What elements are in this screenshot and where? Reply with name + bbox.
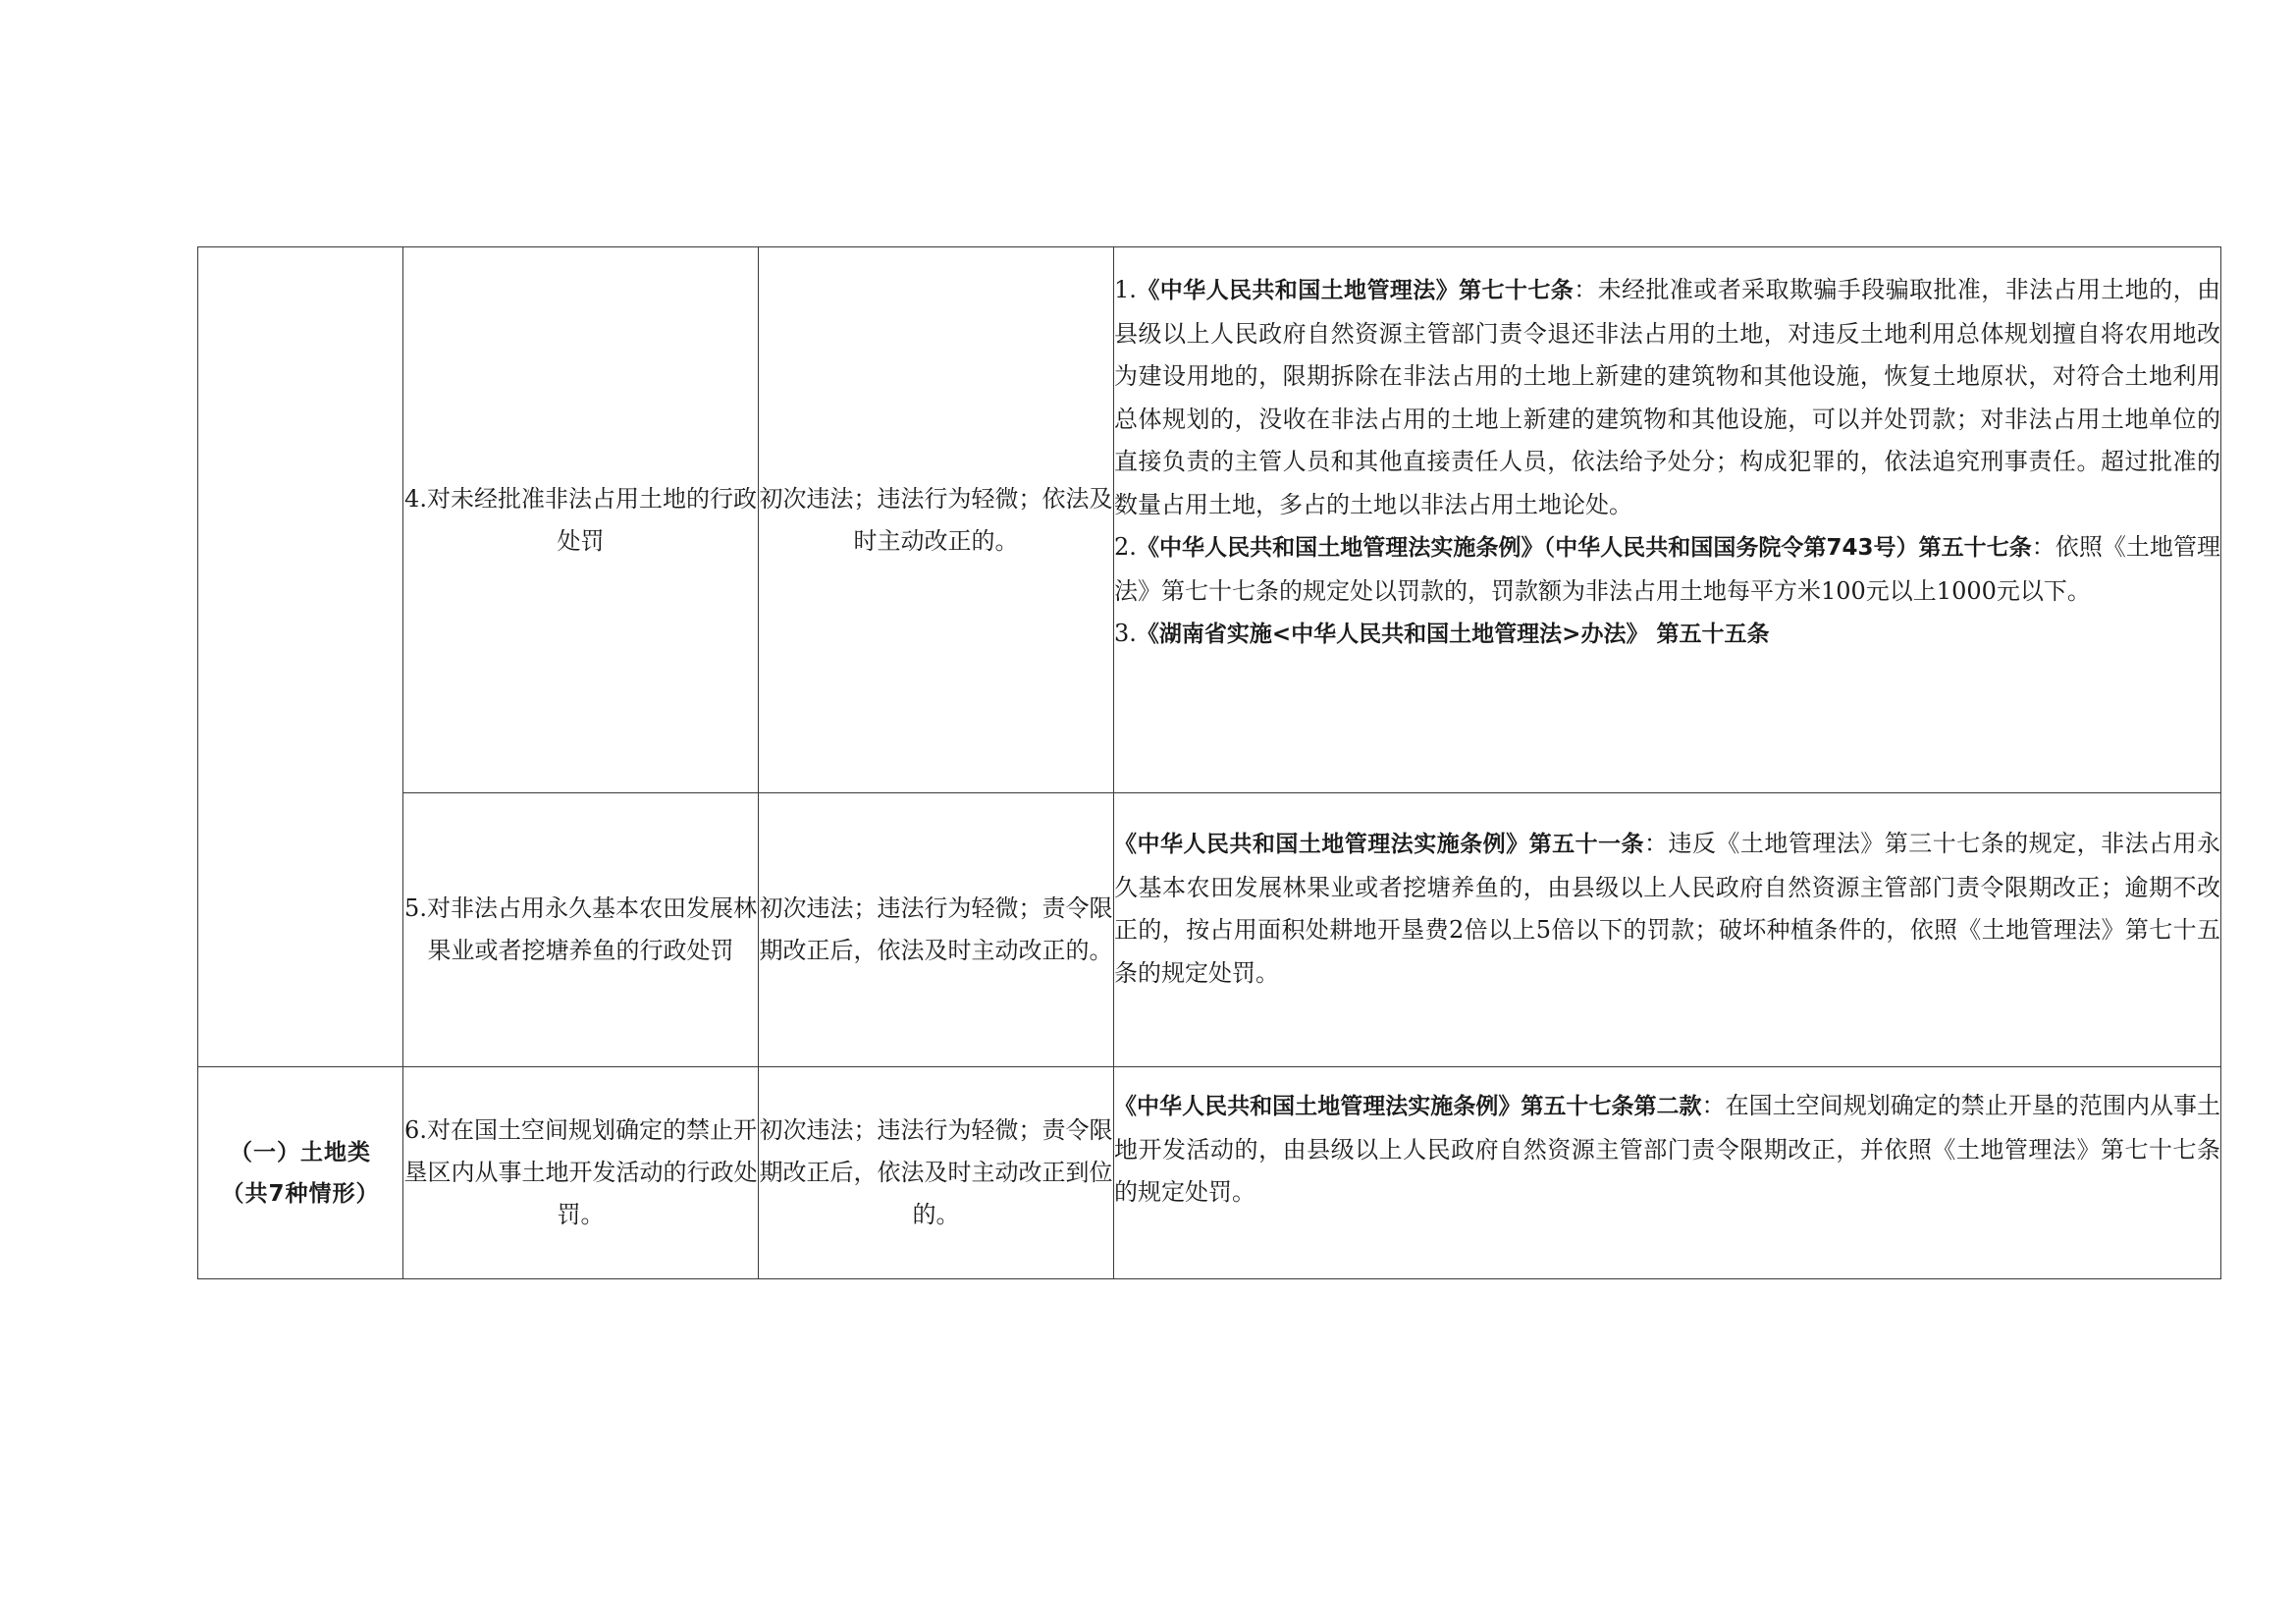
- law-citation: 《中华人民共和国土地管理法实施条例》（中华人民共和国国务院令第743号）第五十七条: [1136, 535, 2032, 561]
- item-cell: [403, 1067, 759, 1279]
- legal-basis-paragraph: [1114, 823, 2220, 995]
- condition-cell: [759, 793, 1114, 1067]
- law-citation: 《中华人民共和国土地管理法》第七十七条: [1136, 278, 1575, 303]
- penalty-exemption-table: [197, 246, 2221, 1279]
- table-row: [198, 1067, 2221, 1279]
- law-text: ：在国土空间规划确定的禁止开垦的范围内从事土地开发活动的，由县级以上人民政府自然资源主管部门责令限期改正，并依照《土地管理法》第七十七条的规定处罚。: [1114, 1092, 2221, 1206]
- condition-text: 初次违法；违法行为轻微；依法及时主动改正的。: [759, 484, 1113, 555]
- law-text: ：违反《土地管理法》第三十七条的规定，非法占用永久基本农田发展林果业或者挖塘养鱼的，由县级以上人民政府自然资源主管部门责令限期改正；逾期不改正的，按占用面积处耕地开垦费2倍以上5倍以下的罚款；破坏种植条件的，依照《土地管理法》第七十五条的规定处罚。: [1114, 830, 2220, 987]
- legal-basis-paragraph: [1114, 1085, 2220, 1215]
- legal-basis-cell: [1114, 793, 2221, 1067]
- category-count: （共7种情形）: [221, 1180, 380, 1207]
- item-cell: [403, 247, 759, 793]
- law-text: ：未经批准或者采取欺骗手段骗取批准，非法占用土地的，由县级以上人民政府自然资源主管部门责令退还非法占用的土地，对违反土地利用总体规划擅自将农用地改为建设用地的，限期拆除在非法占用的土地上新建的建筑物和其他设施，恢复土地原状，对符合土地利用总体规划的，没收在非法占用的土地上新建的建筑物和其他设施，可以并处罚款；对非法占用土地单位的直接负责的主管人员和其他直接责任人员，依法给予处分；构成犯罪的，依法追究刑事责任。超过批准的数量占用土地，多占的土地以非法占用土地论处。: [1114, 276, 2221, 518]
- item-cell: [403, 793, 759, 1067]
- basis-number: 3.: [1114, 620, 1137, 647]
- basis-number: 1.: [1114, 276, 1137, 303]
- condition-cell: [759, 1067, 1114, 1279]
- legal-basis-paragraph: [1114, 269, 2220, 526]
- category-label: （一）土地类: [230, 1139, 371, 1165]
- table-row: [198, 247, 2221, 793]
- condition-cell: [759, 247, 1114, 793]
- basis-number: 2.: [1114, 533, 1137, 561]
- category-cell: [198, 1067, 403, 1279]
- item-text: 4.对未经批准非法占用土地的行政处罚: [404, 484, 757, 555]
- law-citation: 《中华人民共和国土地管理法实施条例》第五十七条第二款: [1114, 1094, 1702, 1119]
- legal-basis-cell: [1114, 247, 2221, 793]
- table-row: [198, 793, 2221, 1067]
- legal-basis-paragraph: [1114, 613, 2220, 657]
- item-text: 5.对非法占用永久基本农田发展林果业或者挖塘养鱼的行政处罚: [404, 894, 757, 964]
- item-text: 6.对在国土空间规划确定的禁止开垦区内从事土地开发活动的行政处罚。: [403, 1116, 758, 1228]
- legal-basis-paragraph: [1114, 526, 2220, 613]
- legal-basis-cell: [1114, 1067, 2221, 1279]
- law-citation: 《中华人民共和国土地管理法实施条例》第五十一条: [1114, 832, 1644, 857]
- law-citation: 《湖南省实施<中华人民共和国土地管理法>办法》 第五十五条: [1136, 622, 1770, 647]
- category-cell-empty: [198, 247, 403, 1067]
- condition-text: 初次违法；违法行为轻微；责令限期改正后，依法及时主动改正的。: [759, 894, 1113, 964]
- law-text: ：依照《土地管理法》第七十七条的规定处以罚款的，罚款额为非法占用土地每平方米100元以上1000元以下。: [1114, 533, 2221, 605]
- condition-text: 初次违法；违法行为轻微；责令限期改正后，依法及时主动改正到位的。: [759, 1116, 1113, 1228]
